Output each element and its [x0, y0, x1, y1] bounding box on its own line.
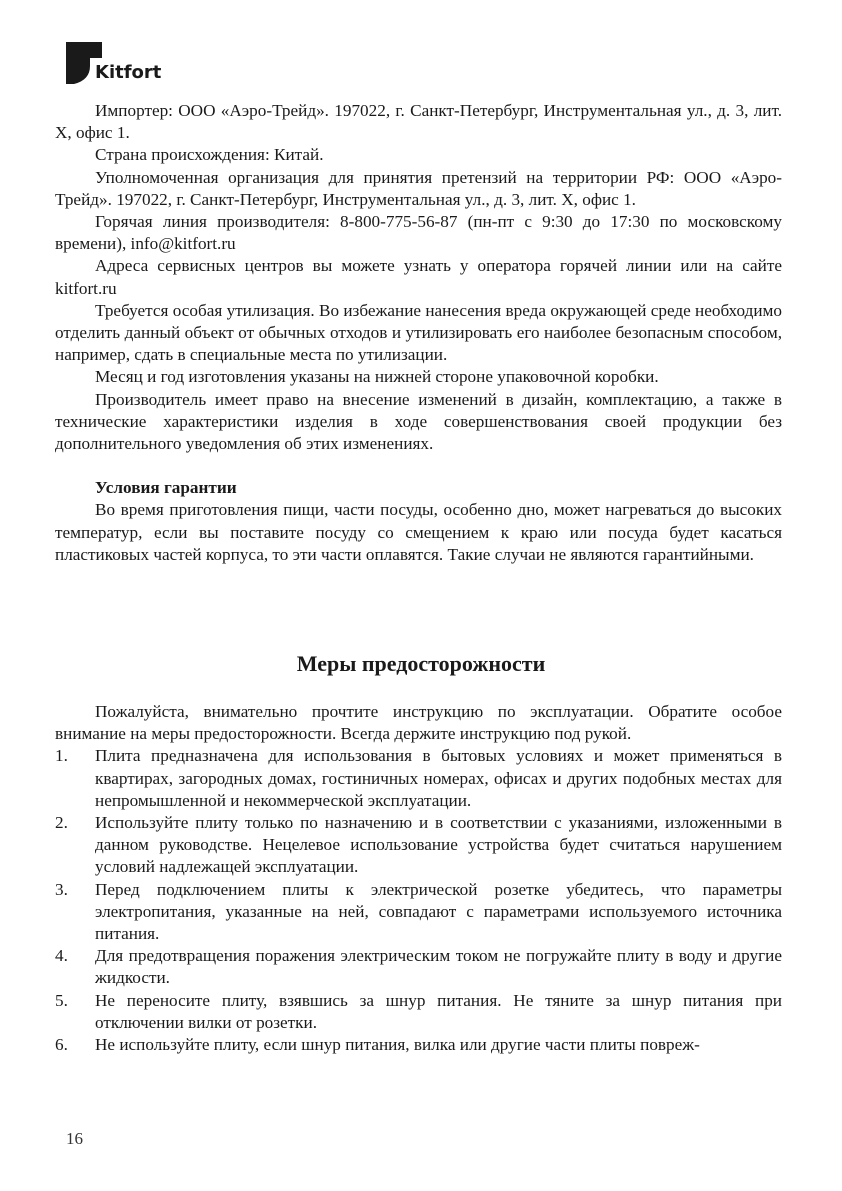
list-item-text: Не переносите плиту, взявшись за шнур питания. Не тяните за шнур питания при отключении вилки от розетки. — [95, 990, 782, 1032]
paragraph-service-centers: Адреса сервисных центров вы можете узнать у оператора горячей линии или на сайте kitfort.ru — [55, 256, 782, 298]
list-item — [55, 879, 782, 946]
paragraph-authorized-org: Уполномоченная организация для принятия претензий на территории РФ: ООО «Аэро-Трейд». 197022, г. Санкт-Петербург, Инструментальная ул., д. 3, лит. Х, офис 1. — [55, 167, 782, 209]
paragraph-origin: Страна происхождения: Китай. — [95, 145, 324, 165]
precautions-intro: Пожалуйста, внимательно прочтите инструкцию по эксплуатации. Обратите особое внимание на меры предосторожности. Всегда держите инструкцию под рукой. — [55, 702, 782, 744]
list-item-number: 3. — [55, 879, 68, 899]
brand-logo — [66, 42, 176, 90]
info-section — [55, 100, 782, 566]
list-item-number: 2. — [55, 813, 68, 833]
precautions-title: Меры предосторожности — [296, 651, 546, 676]
list-item-number: 6. — [55, 1035, 68, 1055]
warranty-section — [55, 477, 782, 566]
list-item-text: Не используйте плиту, если шнур питания, вилка или другие части плиты повреж- — [95, 1035, 700, 1055]
paragraph-disposal: Требуется особая утилизация. Во избежание нанесения вреда окружающей среде необходимо отделить данный объект от обычных отходов и утилизировать его наиболее безопасным способом, например, сдать в специальные места по утилизации. — [55, 300, 782, 365]
list-item — [55, 990, 782, 1034]
precautions-list — [55, 745, 782, 1056]
list-item — [55, 745, 782, 812]
page-number: 16 — [66, 1129, 83, 1148]
list-item — [55, 812, 782, 879]
precautions-section — [55, 701, 782, 1056]
paragraph-manufacture-date: Месяц и год изготовления указаны на нижней стороне упаковочной коробки. — [95, 367, 659, 387]
list-item-text: Для предотвращения поражения электрическим током не погружайте плиту в воду и другие жидкости. — [95, 946, 782, 988]
list-item-number: 5. — [55, 990, 68, 1010]
list-item — [55, 945, 782, 989]
list-item-text: Перед подключением плиты к электрической розетке убедитесь, что параметры электропитания, указанные на ней, совпадают с параметрами используемого источника питания. — [95, 879, 782, 944]
warranty-heading: Условия гарантии — [95, 478, 237, 498]
paragraph-hotline: Горячая линия производителя: 8-800-775-56-87 (пн-пт с 9:30 до 17:30 по московскому времени), info@kitfort.ru — [55, 212, 782, 254]
list-item-text: Плита предназначена для использования в бытовых условиях и может применяться в квартирах, загородных домах, гостиничных номерах, офисах и других подобных местах для непромышленной и некоммерческой эксплуатации. — [95, 746, 782, 810]
list-item-number: 4. — [55, 946, 68, 966]
list-item-number: 1. — [55, 746, 68, 766]
warranty-text: Во время приготовления пищи, части посуды, особенно дно, может нагреваться до высоких температур, если вы поставите посуду со смещением к краю или посуда будет касаться пластиковых частей корпуса, то эти части оплавятся. Такие случаи не являются гарантийными. — [55, 500, 782, 564]
list-item — [55, 1034, 782, 1056]
paragraph-importer: Импортер: ООО «Аэро-Трейд». 197022, г. Санкт-Петербург, Инструментальная ул., д. 3, лит. Х, офис 1. — [55, 101, 782, 143]
brand-name: Kitfort — [95, 62, 162, 83]
list-item-text: Используйте плиту только по назначению и в соответствии с указаниями, изложенными в данном руководстве. Нецелевое использование устройства будет считаться нарушением условий надлежащей эксплуатации. — [95, 813, 782, 877]
paragraph-changes: Производитель имеет право на внесение изменений в дизайн, комплектацию, а также в технические характеристики изделия в ходе совершенствования своей продукции без дополнительного уведомления об этих изменениях. — [55, 389, 782, 454]
